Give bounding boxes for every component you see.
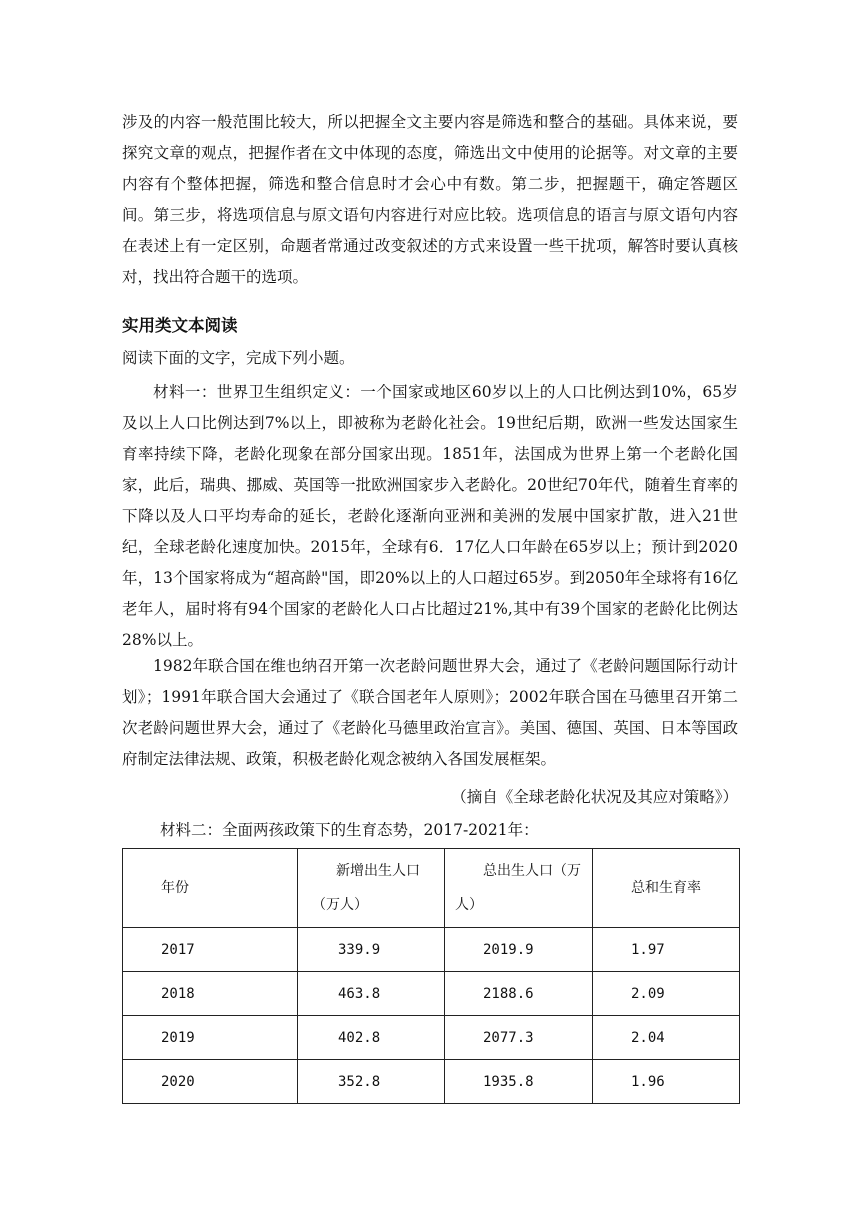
table-row bbox=[123, 1016, 740, 1060]
cell-total-births: 2077.3 bbox=[445, 1016, 593, 1060]
cell-year: 2019 bbox=[123, 1016, 298, 1060]
cell-total-births: 2188.6 bbox=[445, 972, 593, 1016]
cell-total-births: 1935.8 bbox=[445, 1060, 593, 1104]
header-total-births bbox=[445, 849, 593, 928]
table-row bbox=[123, 928, 740, 972]
birth-stats-table bbox=[122, 848, 740, 1104]
cell-new-births: 402.8 bbox=[298, 1016, 445, 1060]
cell-fertility: 2.04 bbox=[593, 1016, 740, 1060]
paragraph-top: 涉及的内容一般范围比较大，所以把握全文主要内容是筛选和整合的基础。具体来说，要探究文章的观点，把握作者在文中体现的态度，筛选出文中使用的论据等。对文章的主要内容有个整体把握，筛选和整合信息时才会心中有数。第二步，把握题干，确定答题区间。第三步，将选项信息与原文语句内容进行对应比较。选项信息的语言与原文语句内容在表述上有一定区别，命题者常通过改变叙述的方式来设置一些干扰项，解答时要认真核对，找出符合题干的选项。 bbox=[122, 113, 738, 286]
table-row bbox=[123, 972, 740, 1016]
table-header-row bbox=[123, 849, 740, 928]
cell-fertility: 2.09 bbox=[593, 972, 740, 1016]
cell-year: 2017 bbox=[123, 928, 298, 972]
cell-fertility: 1.96 bbox=[593, 1060, 740, 1104]
header-year: 年份 bbox=[123, 849, 298, 928]
material2-caption: 材料二：全面两孩政策下的生育态势，2017-2021年： bbox=[160, 821, 539, 839]
table-row bbox=[123, 1060, 740, 1104]
material1-paragraph2: 1982年联合国在维也纳召开第一次老龄问题世界大会，通过了《老龄问题国际行动计划》；1991年联合国大会通过了《联合国老年人原则》；2002年联合国在马德里召开第二次老龄问题世界大会，通过了《老龄化马德里政治宣言》。美国、德国、英国、日本等国政府制定法律法规、政策，积极老龄化观念被纳入各国发展框架。 bbox=[122, 657, 738, 768]
header-total-births-line1: 总出生人口（万 bbox=[483, 863, 581, 879]
material1-source: （摘自《全球老龄化状况及其应对策略》） bbox=[451, 788, 738, 806]
header-new-births-line2: （万人） bbox=[312, 897, 368, 913]
section-heading: 实用类文本阅读 bbox=[122, 316, 238, 335]
material1-paragraph1: 材料一：世界卫生组织定义：一个国家或地区60岁以上的人口比例达到10%，65岁及以上人口比例达到7%以上，即被称为老龄化社会。19世纪后期，欧洲一些发达国家生育率持续下降，老龄化现象在部分国家出现。1851年，法国成为世界上第一个老龄化国家，此后，瑞典、挪威、英国等一批欧洲国家步入老龄化。20世纪70年代，随着生育率的下降以及人口平均寿命的延长，老龄化逐渐向亚洲和美洲的发展中国家扩散，进入21世纪，全球老龄化速度加快。2015年，全球有6．17亿人口年龄在65岁以上；预计到2020年，13个国家将成为“超高龄"国，即20%以上的人口超过65岁。到2050年全球将有16亿老年人，届时将有94个国家的老龄化人口占比超过21%,其中有39个国家的老龄化比例达28%以上。 bbox=[122, 383, 738, 649]
cell-year: 2020 bbox=[123, 1060, 298, 1104]
cell-new-births: 352.8 bbox=[298, 1060, 445, 1104]
header-fertility: 总和生育率 bbox=[593, 849, 740, 928]
instruction-text: 阅读下面的文字，完成下列小题。 bbox=[122, 349, 355, 367]
cell-new-births: 463.8 bbox=[298, 972, 445, 1016]
cell-new-births: 339.9 bbox=[298, 928, 445, 972]
cell-total-births: 2019.9 bbox=[445, 928, 593, 972]
header-total-births-line2: 人） bbox=[455, 897, 483, 913]
cell-fertility: 1.97 bbox=[593, 928, 740, 972]
cell-year: 2018 bbox=[123, 972, 298, 1016]
header-new-births bbox=[298, 849, 445, 928]
header-new-births-line1: 新增出生人口 bbox=[336, 863, 420, 879]
